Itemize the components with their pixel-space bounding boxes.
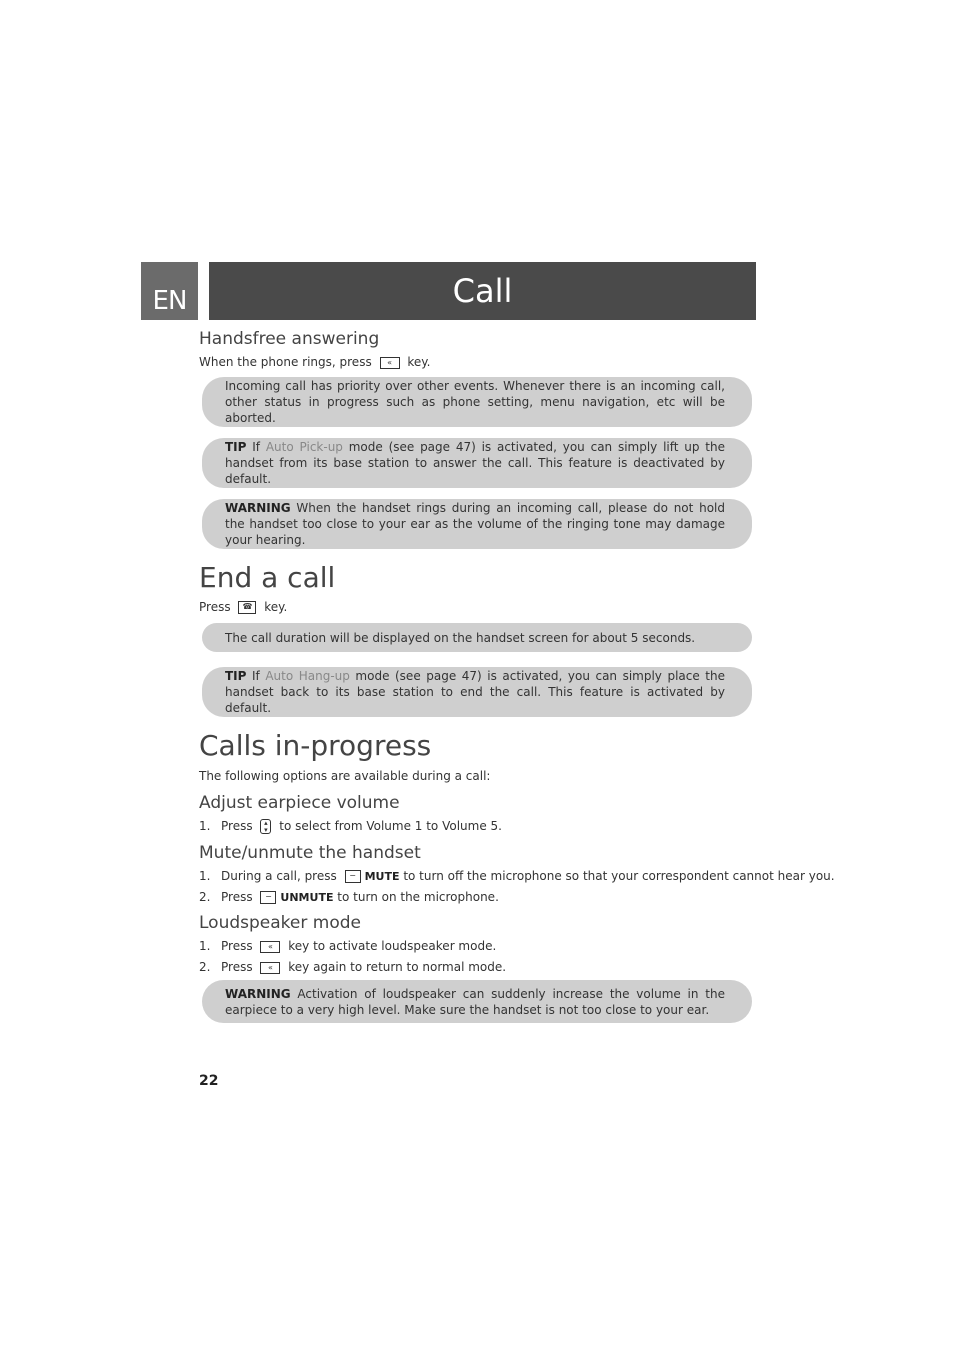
volume-step-1 (199, 818, 502, 834)
auto-pickup-reference: Auto Pick-up (265, 440, 343, 454)
end-call-note (202, 623, 752, 652)
language-label: EN (152, 286, 187, 316)
auto-hangup-reference: Auto Hang-up (265, 669, 350, 683)
loudspeaker-step-2 (199, 959, 506, 975)
warning-label: WARNING (225, 501, 291, 515)
handsfree-text-after: key. (407, 355, 431, 369)
unmute-option: UNMUTE (280, 891, 334, 904)
mute-step-1 (199, 868, 835, 885)
end-call-text-after: key. (264, 600, 288, 614)
step-text-post: key again to return to normal mode. (288, 960, 507, 974)
end-key-icon: ☎ (238, 601, 256, 614)
end-call-tip-text (225, 668, 725, 716)
step-number: 1. (199, 819, 211, 833)
page-title: Call (452, 272, 513, 310)
loudspeaker-step-1 (199, 938, 496, 954)
tip-post: mode (see page 47) is activated, you can simply lift up the handset from its base station to answer the call. This feature is deactivated by default. (225, 440, 725, 486)
handsfree-tip-text (225, 439, 725, 487)
nav-key-icon: ▴ ▾ (260, 819, 271, 834)
mute-option: MUTE (364, 870, 400, 883)
tip-label: TIP (225, 669, 247, 683)
handsfree-warning-text (225, 500, 725, 548)
warning-label: WARNING (225, 986, 291, 1001)
handsfree-note (202, 377, 752, 427)
chapter-title-bar (209, 262, 756, 320)
end-call-tip (202, 667, 752, 717)
mute-heading: Mute/unmute the handset (199, 843, 421, 863)
language-tab (141, 262, 198, 320)
volume-heading: Adjust earpiece volume (199, 793, 400, 813)
handsfree-note-text: Incoming call has priority over other events. Whenever there is an incoming call, other status in progress such as phone setting, menu navigation, etc will be aborted. (225, 379, 725, 425)
left-softkey-icon: − (345, 870, 361, 883)
left-softkey-icon: − (260, 891, 276, 904)
step-number: 1. (199, 939, 211, 953)
step-text-pre: Press (221, 819, 253, 833)
in-progress-heading: Calls in-progress (199, 729, 432, 762)
tip-label: TIP (225, 440, 247, 454)
in-progress-intro: The following options are available during a call: (199, 769, 491, 783)
loudspeaker-heading: Loudspeaker mode (199, 913, 361, 933)
step-text-post: to turn on the microphone. (337, 890, 499, 904)
tip-post: mode (see page 47) is activated, you can simply place the handset back to its base station to end the call. This feature is activated by default. (225, 669, 725, 715)
step-text-pre: Press (221, 939, 253, 953)
step-text-post: to select from Volume 1 to Volume 5. (279, 819, 502, 833)
end-call-text-before: Press (199, 600, 231, 614)
end-call-heading: End a call (199, 561, 336, 594)
handsfree-text-before: When the phone rings, press (199, 355, 372, 369)
handsfree-tip (202, 438, 752, 488)
step-text-post: key to activate loudspeaker mode. (288, 939, 497, 953)
step-number: 2. (199, 890, 211, 904)
step-text-pre: During a call, press (221, 869, 337, 883)
loudspeaker-warning (202, 980, 752, 1023)
warning-body: When the handset rings during an incoming call, please do not hold the handset too close to your ear as the volume of the ringing tone may damage your hearing. (225, 501, 725, 547)
call-key-icon: « (380, 357, 400, 369)
loudspeaker-warning-text (225, 986, 725, 1018)
step-number: 1. (199, 869, 211, 883)
mute-step-2 (199, 889, 499, 906)
handsfree-instruction (199, 354, 430, 370)
end-call-note-text: The call duration will be displayed on the handset screen for about 5 seconds. (225, 630, 696, 645)
handsfree-warning (202, 499, 752, 549)
tip-pre: If (252, 669, 260, 683)
call-key-icon: « (260, 941, 280, 953)
page-number: 22 (199, 1073, 219, 1089)
step-number: 2. (199, 960, 211, 974)
step-text-pre: Press (221, 890, 253, 904)
step-text-pre: Press (221, 960, 253, 974)
end-call-instruction (199, 599, 287, 615)
call-key-icon: « (260, 962, 280, 974)
tip-pre: If (252, 440, 261, 454)
handsfree-heading: Handsfree answering (199, 329, 380, 349)
step-text-post: to turn off the microphone so that your correspondent cannot hear you. (403, 869, 835, 883)
warning-body: Activation of loudspeaker can suddenly increase the volume in the earpiece to a very high level. Make sure the handset is not too close to your ear. (225, 986, 725, 1017)
